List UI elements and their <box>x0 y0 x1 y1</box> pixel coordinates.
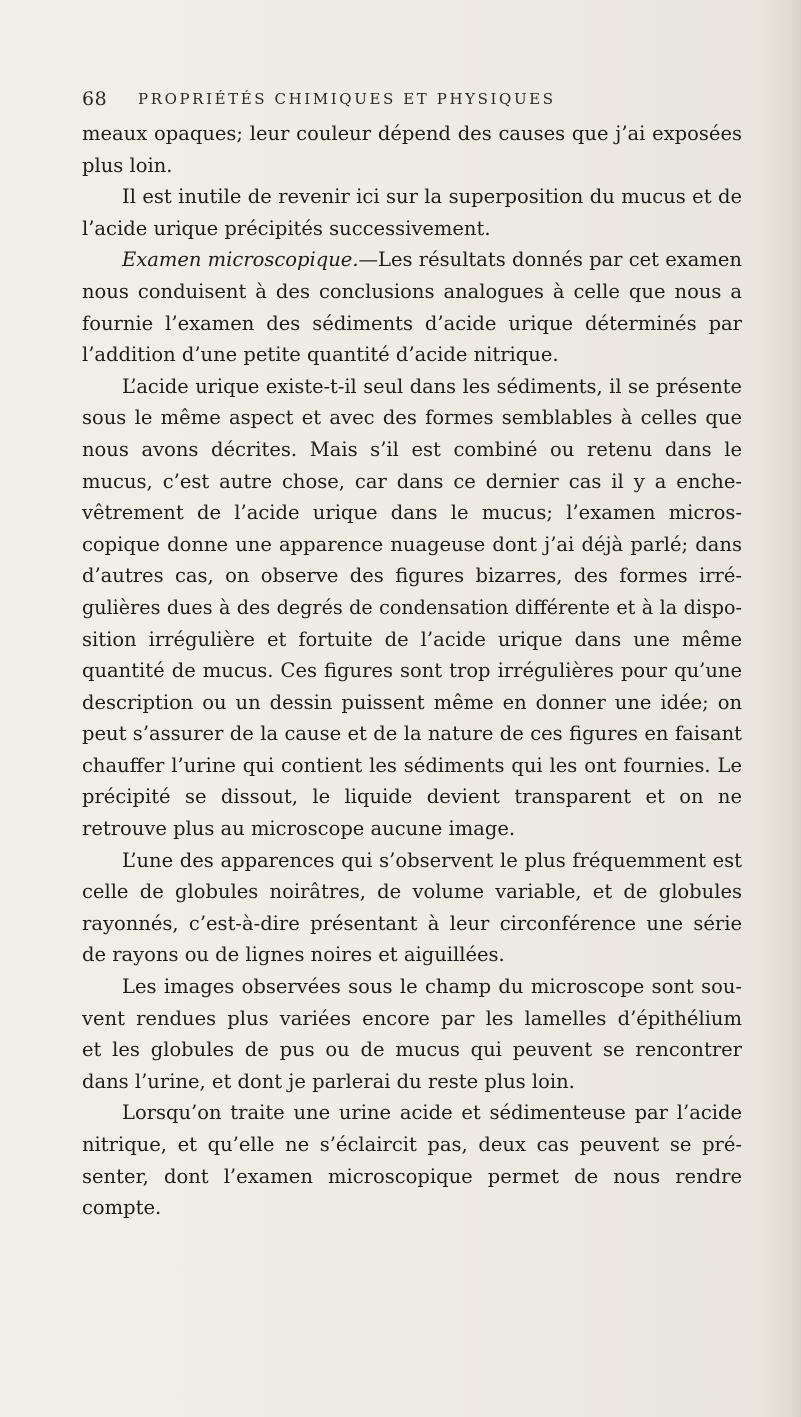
text-line: nous avons décrites. Mais s’il est combiné ou retenu dans le <box>82 437 742 461</box>
text-line: vêtrement de l’acide urique dans le mucus; l’examen micros- <box>82 501 742 525</box>
text-line: chauffer l’urine qui contient les sédiments qui les ont fournies. Le <box>82 753 742 777</box>
section-heading-line: Examen microscopique.—Les résultats donnés par cet examen <box>122 248 742 272</box>
text-line: sous le même aspect et avec des formes semblables à celles que <box>82 406 742 430</box>
text-line: rayonnés, c’est-à-dire présentant à leur circonférence une série <box>82 911 742 935</box>
text-line: description ou un dessin puissent même en donner une idée; on <box>82 690 742 714</box>
text-line: d’autres cas, on observe des figures bizarres, des formes irré- <box>82 564 742 588</box>
text-line: L’acide urique existe-t-il seul dans les sédiments, il se présente <box>122 374 742 398</box>
text-line: et les globules de pus ou de mucus qui peuvent se rencontrer <box>82 1038 742 1062</box>
text-line: l’addition d’une petite quantité d’acide nitrique. <box>82 343 559 367</box>
text-line: nous conduisent à des conclusions analogues à celle que nous a <box>82 279 742 303</box>
text-line: Lorsqu’on traite une urine acide et sédimenteuse par l’acide <box>122 1101 742 1125</box>
text-line: vent rendues plus variées encore par les lamelles d’épithélium <box>82 1006 742 1030</box>
text-line: nitrique, et qu’elle ne s’éclaircit pas, deux cas peuvent se pré- <box>82 1133 742 1156</box>
text-line: sition irrégulière et fortuite de l’acide urique dans une même <box>82 627 742 651</box>
text-line: copique donne une apparence nuageuse dont j’ai déjà parlé; dans <box>82 532 742 556</box>
text-line: dans l’urine, et dont je parlerai du reste plus loin. <box>82 1069 575 1093</box>
text-line: senter, dont l’examen microscopique permet de nous rendre <box>82 1164 742 1188</box>
text-line: meaux opaques; leur couleur dépend des causes que j’ai exposées <box>82 122 742 145</box>
text-line: compte. <box>82 1196 162 1220</box>
text-line: retrouve plus au microscope aucune image. <box>82 817 516 841</box>
text-line: de rayons ou de lignes noires et aiguillées. <box>82 943 505 967</box>
text-line: plus loin. <box>82 153 173 177</box>
text-line: celle de globules noirâtres, de volume variable, et de globules <box>82 880 742 904</box>
text-line: fournie l’examen des sédiments d’acide urique déterminés par <box>82 311 742 335</box>
page-edge-shadow <box>761 0 801 1417</box>
body-text <box>82 118 742 1224</box>
text-line: peut s’assurer de la cause et de la nature de ces figures en faisant <box>82 722 742 746</box>
section-heading: Examen microscopique. <box>122 248 359 272</box>
text-line: Les images observées sous le champ du microscope sont sou- <box>122 975 742 999</box>
page-number: 68 <box>82 88 108 110</box>
text-line: Il est inutile de revenir ici sur la superposition du mucus et de <box>122 185 742 209</box>
text-line: quantité de mucus. Ces figures sont trop irrégulières pour qu’une <box>82 659 742 683</box>
text-line: L’une des apparences qui s’observent le plus fréquemment est <box>122 848 742 872</box>
running-title: PROPRIÉTÉS CHIMIQUES ET PHYSIQUES <box>138 90 556 108</box>
running-head <box>82 88 742 116</box>
text-line: mucus, c’est autre chose, car dans ce dernier cas il y a enche- <box>82 469 742 493</box>
text-line: précipité se dissout, le liquide devient transparent et on ne <box>82 785 742 809</box>
text-line: gulières dues à des degrés de condensation différente et à la dispo- <box>82 595 742 619</box>
text-line: l’acide urique précipités successivement. <box>82 216 491 240</box>
